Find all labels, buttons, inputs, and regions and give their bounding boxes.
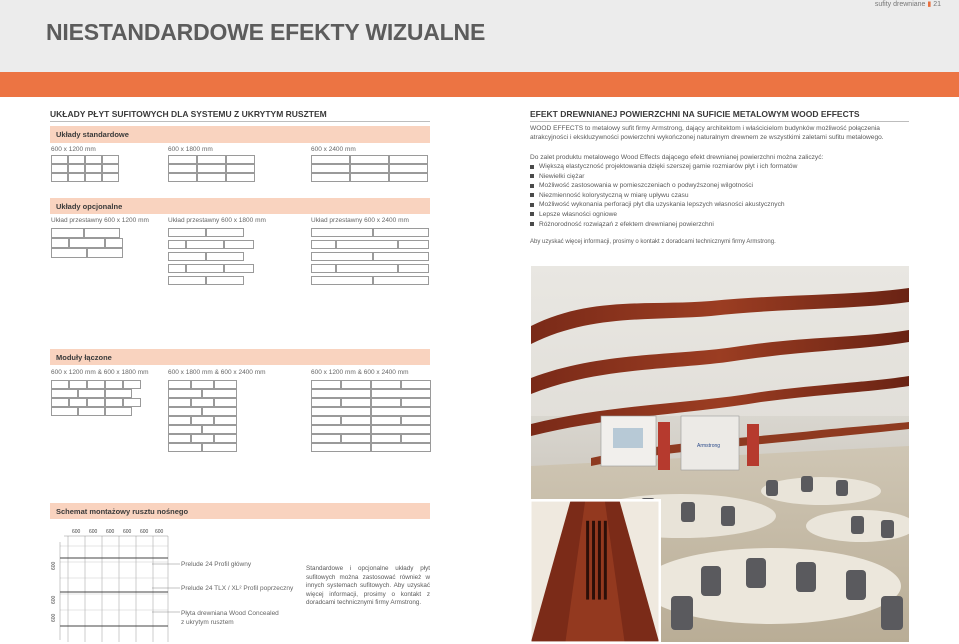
ceiling-tile <box>389 155 428 164</box>
combined-grid-1 <box>51 380 141 416</box>
ceiling-tile <box>186 264 224 273</box>
ceiling-tile <box>371 389 431 398</box>
ceiling-tile <box>311 164 350 173</box>
ceiling-tile <box>226 173 255 182</box>
ceiling-tile <box>85 173 102 182</box>
combined-label-1: 600 x 1200 mm & 600 x 1800 mm <box>51 369 149 376</box>
ceiling-tile <box>336 240 398 249</box>
standard-label-2: 600 x 1800 mm <box>168 146 213 153</box>
ceiling-tile <box>168 155 197 164</box>
layouts-rule <box>50 121 430 122</box>
ceiling-tile <box>214 416 237 425</box>
ceiling-tile <box>84 228 120 238</box>
ceiling-tile <box>371 434 401 443</box>
page-number-separator: ▮ <box>927 1 932 8</box>
ceiling-tile <box>311 416 341 425</box>
ceiling-tile <box>202 443 237 452</box>
ceiling-tile <box>202 389 237 398</box>
ceiling-tile <box>389 164 428 173</box>
ceiling-tile <box>311 155 350 164</box>
ceiling-tile <box>168 380 191 389</box>
ceiling-tile <box>311 407 371 416</box>
ceiling-tile <box>401 434 431 443</box>
contact-note: Aby uzyskać więcej informacji, prosimy o kontakt z doradcami technicznymi firmy Armstrong. <box>530 239 776 245</box>
standard-grid-1200 <box>51 155 119 182</box>
benefits-list <box>530 162 910 229</box>
screen-logo: Armstrong <box>697 443 721 449</box>
ceiling-tile <box>87 380 105 389</box>
ceiling-tile <box>214 380 237 389</box>
ceiling-tile <box>68 164 85 173</box>
ceiling-tile <box>202 425 237 434</box>
optional-label-1: Układ przestawny 600 x 1200 mm <box>51 217 149 224</box>
ceiling-tile <box>168 276 206 285</box>
benefit-item: Lepsze własności ogniowe <box>530 210 910 220</box>
ceiling-tile <box>389 173 428 182</box>
ceiling-tile <box>102 164 119 173</box>
ceiling-tile <box>373 252 429 261</box>
side-dim-2: 600 <box>51 595 57 604</box>
standard-grid-2400 <box>311 155 428 182</box>
ceiling-tile <box>105 380 123 389</box>
ceiling-tile <box>168 425 202 434</box>
ceiling-tile <box>168 228 206 237</box>
ceiling-tile <box>68 155 85 164</box>
combined-grid-2 <box>168 380 237 452</box>
ceiling-tile <box>371 416 401 425</box>
ceiling-tile <box>168 240 186 249</box>
top-dim-4: 600 <box>123 529 132 535</box>
ceiling-tile <box>51 248 87 258</box>
ceiling-tile <box>311 252 373 261</box>
ceiling-tile <box>105 398 123 407</box>
optional-grid-2400 <box>311 228 429 288</box>
ceiling-tile <box>371 398 401 407</box>
ceiling-tile <box>373 228 429 237</box>
ceiling-tile <box>105 407 132 416</box>
ceiling-tile <box>371 443 431 452</box>
ceiling-tile <box>168 434 191 443</box>
benefits-intro: Do zalet produktu metalowego Wood Effects dającego efekt drewnianej powierzchni można zaliczyć: <box>530 154 824 161</box>
standard-heading: Układy standardowe <box>50 126 430 143</box>
ceiling-tile <box>341 434 371 443</box>
ceiling-tile <box>69 238 105 248</box>
benefit-item: Różnorodność rozwiązań z efektem drewnianej powierzchni <box>530 220 910 230</box>
ceiling-tile <box>401 416 431 425</box>
scheme-note: Standardowe i opcjonalne układy płyt sufitowych można zastosować również w innych systemach sufitowych. Aby uzyskać więcej informacji, prosimy o kontakt z doradcami technicznymi firmy Armstrong. <box>306 565 430 607</box>
benefit-item: Większą elastyczność projektowania dzięki szerszej gamie rozmiarów płyt i ich formatów <box>530 162 910 172</box>
optional-label-3: Układ przestawny 600 x 2400 mm <box>311 217 409 224</box>
ceiling-tile <box>371 407 431 416</box>
ceiling-tile <box>102 155 119 164</box>
ceiling-tile <box>206 228 244 237</box>
ceiling-tile <box>311 425 371 434</box>
ceiling-tile <box>373 276 429 285</box>
side-dim-1: 600 <box>51 561 57 570</box>
ceiling-tile <box>311 173 350 182</box>
legend-main-runner: Prelude 24 Profil główny <box>181 561 252 568</box>
legend-cross-tee: Prelude 24 TLX / XL² Profil poprzeczny <box>181 585 294 592</box>
ceiling-tile <box>51 389 78 398</box>
ceiling-tile <box>311 240 336 249</box>
ceiling-tile <box>341 416 371 425</box>
ceiling-tile <box>401 398 431 407</box>
ceiling-tile <box>214 398 237 407</box>
ceiling-tile <box>311 380 341 389</box>
ceiling-tile <box>197 173 226 182</box>
side-dim-3: 600 <box>51 613 57 622</box>
grid-scheme-heading: Schemat montażowy rusztu nośnego <box>50 503 430 519</box>
ceiling-tile <box>51 380 69 389</box>
top-dim-5: 600 <box>140 529 149 535</box>
legend-leaders <box>150 556 182 626</box>
ceiling-tile <box>68 173 85 182</box>
combined-grid-3 <box>311 380 431 452</box>
ceiling-tile <box>78 389 105 398</box>
ceiling-tile <box>85 155 102 164</box>
combined-heading: Moduły łączone <box>50 349 430 365</box>
ceiling-tile <box>206 252 244 261</box>
wood-effects-rule <box>530 121 909 122</box>
ceiling-tile <box>51 173 68 182</box>
ceiling-tile <box>191 398 214 407</box>
accent-bar <box>0 72 959 97</box>
ceiling-tile <box>398 240 429 249</box>
optional-label-2: Układ przestawny 600 x 1800 mm <box>168 217 266 224</box>
ceiling-tile <box>214 434 237 443</box>
ceiling-tile <box>398 264 429 273</box>
ceiling-tile <box>401 380 431 389</box>
standard-label-3: 600 x 2400 mm <box>311 146 356 153</box>
ceiling-tile <box>350 155 389 164</box>
standard-label-1: 600 x 1200 mm <box>51 146 96 153</box>
ceiling-tile <box>69 380 87 389</box>
ceiling-tile <box>51 155 68 164</box>
ceiling-tile <box>102 173 119 182</box>
ceiling-tile <box>336 264 398 273</box>
top-dim-6: 600 <box>155 529 164 535</box>
ceiling-tile <box>123 380 141 389</box>
benefit-item: Możliwość zastosowania w pomieszczeniach o podwyższonej wilgotności <box>530 181 910 191</box>
top-dim-1: 600 <box>72 529 81 535</box>
ceiling-tile <box>123 398 141 407</box>
ceiling-tile <box>224 240 254 249</box>
ceiling-tile <box>186 240 224 249</box>
ceiling-tile <box>191 434 214 443</box>
ceiling-tile <box>350 173 389 182</box>
ceiling-tile <box>168 389 202 398</box>
benefit-item: Niezmienność kolorystyczną w miarę upływu czasu <box>530 191 910 201</box>
page-reference <box>875 0 941 8</box>
ceiling-tile <box>350 164 389 173</box>
ceiling-tile <box>191 380 214 389</box>
ceiling-tile <box>311 276 373 285</box>
standard-grid-1800 <box>168 155 255 182</box>
ceiling-tile <box>311 389 371 398</box>
ceiling-tile <box>206 276 244 285</box>
wood-panel-detail-photo <box>531 499 661 642</box>
ceiling-tile <box>311 443 371 452</box>
ceiling-tile <box>87 398 105 407</box>
wood-effects-intro: WOOD EFFECTS to metalowy sufit firmy Armstrong, dający architektom i właścicielom budynków możliwość połączenia atrakcyjności i ekskluzywności powierzchni wykończonej naturalnym drewnem ze wszystkimi zaletami sufitu metalowego. <box>530 125 884 142</box>
layouts-title: UKŁADY PŁYT SUFITOWYCH DLA SYSTEMU Z UKRYTYM RUSZTEM <box>50 109 327 119</box>
section-ref: sufity drewniane <box>874 1 926 8</box>
ceiling-tile <box>51 164 68 173</box>
combined-label-2: 600 x 1800 mm & 600 x 2400 mm <box>168 369 266 376</box>
ceiling-tile <box>311 434 341 443</box>
wood-effects-title: EFEKT DREWNIANEJ POWIERZCHNI NA SUFICIE METALOWYM WOOD EFFECTS <box>530 109 860 119</box>
ceiling-tile <box>168 264 186 273</box>
ceiling-tile <box>87 248 123 258</box>
ceiling-tile <box>51 238 69 248</box>
ceiling-tile <box>168 252 206 261</box>
optional-grid-1200 <box>51 228 123 258</box>
ceiling-tile <box>168 398 191 407</box>
ceiling-tile <box>105 238 123 248</box>
top-dim-3: 600 <box>106 529 115 535</box>
ceiling-tile <box>51 228 84 238</box>
ceiling-tile <box>341 380 371 389</box>
combined-label-3: 600 x 1200 mm & 600 x 2400 mm <box>311 369 409 376</box>
ceiling-tile <box>311 228 373 237</box>
ceiling-tile <box>51 407 78 416</box>
benefit-item: Niewielki ciężar <box>530 172 910 182</box>
ceiling-tile <box>341 398 371 407</box>
page-number: 21 <box>933 1 941 8</box>
ceiling-tile <box>197 164 226 173</box>
ceiling-tile <box>202 407 237 416</box>
ceiling-tile <box>168 416 191 425</box>
ceiling-tile <box>311 264 336 273</box>
ceiling-tile <box>311 398 341 407</box>
page-title: NIESTANDARDOWE EFEKTY WIZUALNE <box>46 19 486 45</box>
ceiling-tile <box>69 398 87 407</box>
ceiling-tile <box>105 389 132 398</box>
ceiling-tile <box>224 264 254 273</box>
ceiling-tile <box>226 155 255 164</box>
ceiling-tile <box>78 407 105 416</box>
optional-heading: Układy opcjonalne <box>50 198 430 214</box>
optional-grid-1800 <box>168 228 254 288</box>
ceiling-tile <box>168 173 197 182</box>
ceiling-tile <box>51 398 69 407</box>
top-dim-2: 600 <box>89 529 98 535</box>
ceiling-tile <box>371 380 401 389</box>
ceiling-tile <box>168 164 197 173</box>
ceiling-tile <box>371 425 431 434</box>
ceiling-tile <box>168 407 202 416</box>
benefit-item: Możliwość wykonania perforacji płyt dla uzyskania lepszych własności akustycznych <box>530 200 910 210</box>
ceiling-tile <box>197 155 226 164</box>
ceiling-tile <box>226 164 255 173</box>
ceiling-tile <box>191 416 214 425</box>
ceiling-tile <box>168 443 202 452</box>
ceiling-tile <box>85 164 102 173</box>
legend-panel: Płyta drewniana Wood Concealed z ukrytym rusztem <box>181 610 279 626</box>
